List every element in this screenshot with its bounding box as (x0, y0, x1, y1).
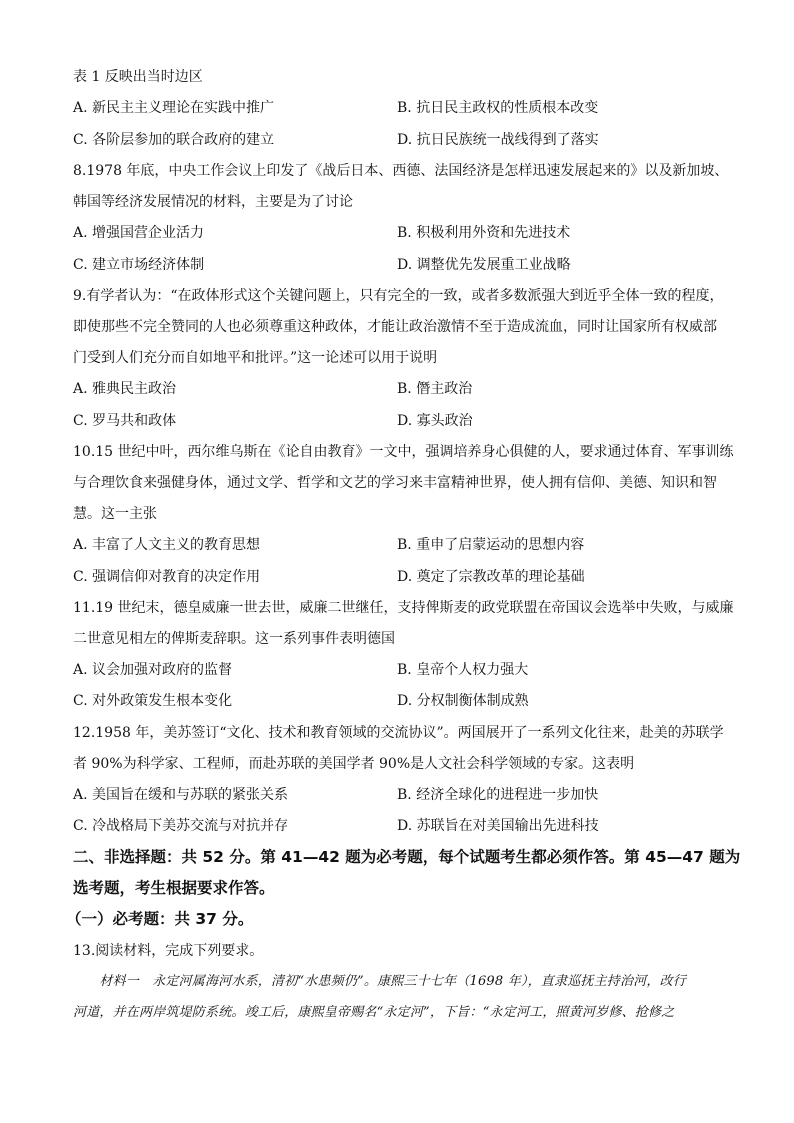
q10-option-a: A. 丰富了人文主义的教育思想 (73, 537, 261, 553)
q9-option-c: C. 罗马共和政体 (73, 413, 177, 429)
q7-option-d: D. 抗日民族统一战线得到了落实 (397, 132, 599, 148)
question-13-stem: 13.阅读材料，完成下列要求。 (73, 943, 264, 959)
question-9-stem-3: 门受到人们充分而自如地平和批评。”这一论述可以用于说明 (73, 350, 438, 366)
q8-option-c: C. 建立市场经济体制 (73, 257, 205, 273)
question-8-stem-2: 韩国等经济发展情况的材料，主要是为了讨论 (73, 194, 353, 210)
material-1-line-1: 材料一 永定河属海河水系，清初“水患频仍”。康熙三十七年（1698 年），直隶巡抚主持治河，改行 (73, 974, 687, 989)
q9-option-d: D. 寡头政治 (397, 413, 473, 429)
q12-option-b: B. 经济全球化的进程进一步加快 (397, 787, 599, 803)
section-2-heading-1: 二、非选择题：共 52 分。第 41—42 题为必考题，每个试题考生都必须作答。第 45—47 题为 (73, 848, 741, 866)
q11-option-d: D. 分权制衡体制成熟 (397, 693, 529, 709)
question-12-stem-1: 12.1958 年，美苏签订“文化、技术和教育领域的交流协议”。两国展开了一系列文化往来，赴美的苏联学 (73, 725, 724, 741)
q11-option-b: B. 皇帝个人权力强大 (397, 662, 529, 678)
q9-option-b: B. 僭主政治 (397, 381, 473, 397)
question-12-stem-2: 者 90%为科学家、工程师，而赴苏联的美国学者 90%是人文社会科学领域的专家。这表明 (73, 756, 635, 772)
q7-option-c: C. 各阶层参加的联合政府的建立 (73, 132, 275, 148)
section-2-heading-2: 选考题，考生根据要求作答。 (73, 879, 275, 897)
question-10-stem-3: 慧。这一主张 (73, 506, 157, 522)
q9-option-a: A. 雅典民主政治 (73, 381, 177, 397)
q8-option-b: B. 积极利用外资和先进技术 (397, 225, 571, 241)
q12-option-d: D. 苏联旨在对美国输出先进科技 (397, 818, 599, 834)
q12-option-a: A. 美国旨在缓和与苏联的紧张关系 (73, 787, 289, 803)
question-11-stem-2: 二世意见相左的俾斯麦辞职。这一系列事件表明德国 (73, 631, 395, 647)
q10-option-b: B. 重申了启蒙运动的思想内容 (397, 537, 585, 553)
question-11-stem-1: 11.19 世纪末，德皇威廉一世去世，威廉二世继任，支持俾斯麦的政党联盟在帝国议会选举中失败，与威廉 (73, 600, 734, 616)
q8-option-a: A. 增强国营企业活力 (73, 225, 205, 241)
question-8-stem-1: 8.1978 年底，中央工作会议上印发了《战后日本、西德、法国经济是怎样迅速发展起来的》以及新加坡、 (73, 163, 729, 179)
question-10-stem-2: 与合理饮食来强健身体，通过文学、哲学和文艺的学习来丰富精神世界，使人拥有信仰、美德、知识和智 (73, 475, 717, 491)
question-10-stem-1: 10.15 世纪中叶，西尔维乌斯在《论自由教育》一文中，强调培养身心俱健的人，要求通过体育、军事训练 (73, 444, 734, 460)
q10-option-d: D. 奠定了宗教改革的理论基础 (397, 569, 585, 585)
q11-option-a: A. 议会加强对政府的监督 (73, 662, 233, 678)
material-1-line-2: 河道，并在两岸筑堤防系统。竣工后，康熙皇帝赐名“永定河”，下旨：“永定河工，照黄河岁修、抢修之 (73, 1005, 675, 1020)
q10-option-c: C. 强调信仰对教育的决定作用 (73, 569, 261, 585)
question-9-stem-1: 9.有学者认为：“在政体形式这个关键问题上，只有完全的一致，或者多数派强大到近乎全体一致的程度， (73, 288, 724, 304)
q12-option-c: C. 冷战格局下美苏交流与对抗并存 (73, 818, 289, 834)
question-9-stem-2: 即使那些不完全赞同的人也必须尊重这种政体，才能让政治激情不至于造成流血，同时让国家所有权威部 (73, 319, 717, 335)
q7-option-a: A. 新民主主义理论在实践中推广 (73, 100, 275, 116)
question-7-tail: 表 1 反映出当时边区 (73, 69, 203, 85)
subsection-required-heading: （一）必考题：共 37 分。 (66, 910, 254, 928)
q8-option-d: D. 调整优先发展重工业战略 (397, 257, 571, 273)
q11-option-c: C. 对外政策发生根本变化 (73, 693, 233, 709)
q7-option-b: B. 抗日民主政权的性质根本改变 (397, 100, 599, 116)
